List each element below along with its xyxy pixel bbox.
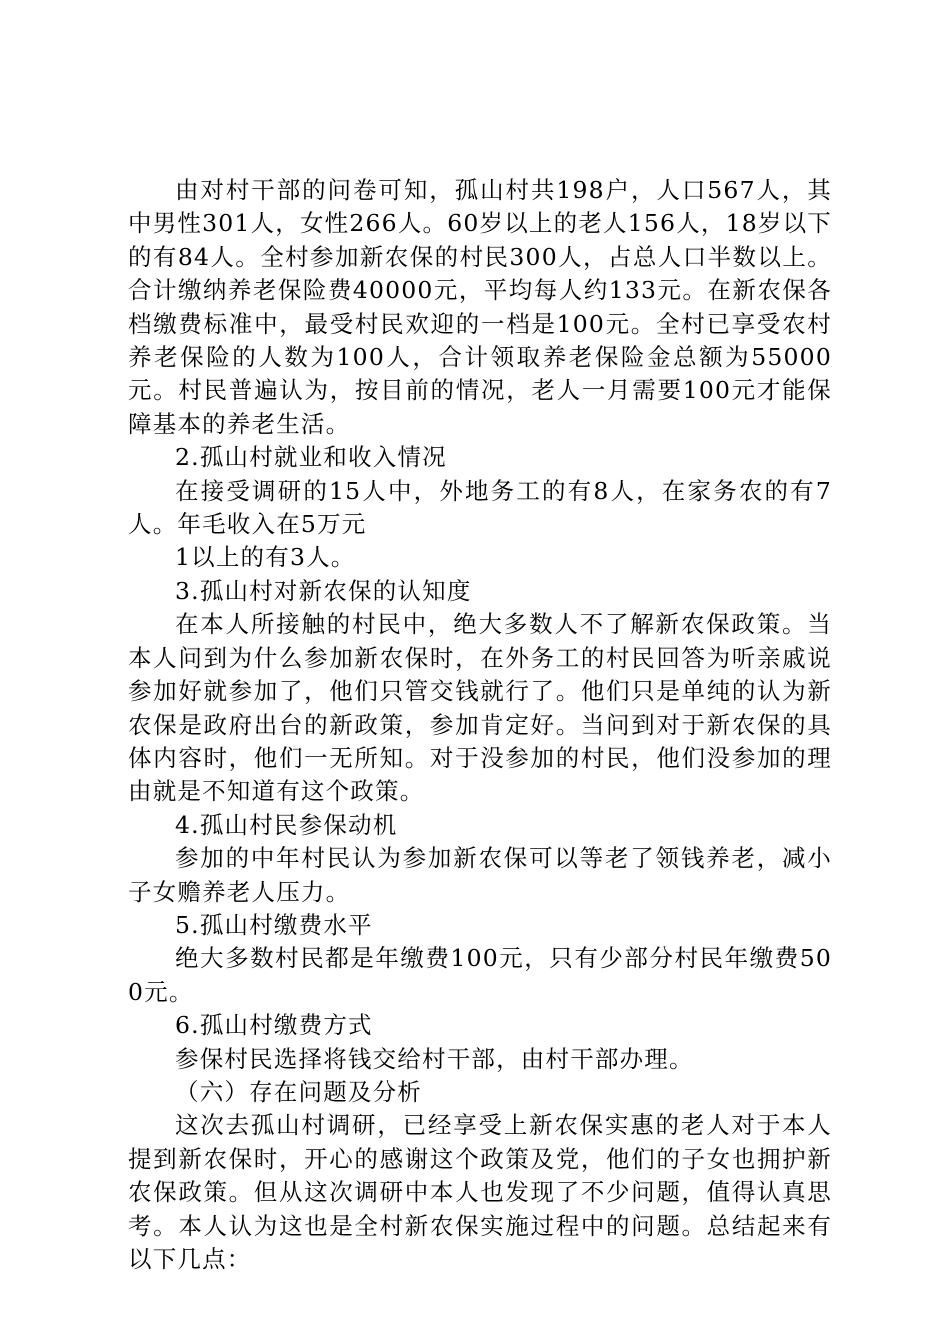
heading-employment-income: 2.孤山村就业和收入情况 (175, 443, 447, 472)
heading-payment-method: 6.孤山村缴费方式 (175, 1011, 373, 1040)
paragraph-payment-level: 绝大多数村民都是年缴费100元，只有少部分村民年缴费500元。 (128, 944, 832, 1006)
paragraph-problems-analysis: 这次去孤山村调研，已经享受上新农保实惠的老人对于本人提到新农保时，开心的感谢这个政策及党，他们的子女也拥护新农保政策。但从这次调研中本人也发现了不少问题，值得认真思考。本人认为这也是全村新农保实施过程中的问题。总结起来有以下几点： (128, 1111, 832, 1273)
heading-problems-analysis: （六）存在问题及分析 (175, 1077, 422, 1106)
paragraph-payment-method: 参保村民选择将钱交给村干部，由村干部办理。 (175, 1044, 694, 1073)
paragraph-motivation: 参加的中年村民认为参加新农保可以等老了领钱养老，减小子女赡养老人压力。 (128, 844, 832, 906)
paragraph-employment-income: 在接受调研的15人中，外地务工的有8人，在家务农的有7人。年毛收入在5万元 (128, 476, 832, 539)
heading-awareness: 3.孤山村对新农保的认知度 (175, 576, 472, 605)
document-body (128, 174, 832, 1276)
paragraph-income-continued: 1以上的有3人。 (175, 543, 356, 572)
paragraph-survey-summary: 由对村干部的问卷可知，孤山村共198户，人口567人，其中男性301人，女性266人。60岁以上的老人156人，18岁以下的有84人。全村参加新农保的村民300人，占总人口半数以上。合计缴纳养老保险费40000元，平均每人约133元。在新农保各档缴费标准中，最受村民欢迎的一档是100元。全村已享受农村养老保险的人数为100人，合计领取养老保险金总额为55000元。村民普遍认为，按目前的情况，老人一月需要100元才能保障基本的养老生活。 (128, 176, 832, 438)
heading-motivation: 4.孤山村民参保动机 (175, 810, 398, 839)
paragraph-awareness: 在本人所接触的村民中，绝大多数人不了解新农保政策。当本人问到为什么参加新农保时，在外务工的村民回答为听亲戚说参加好就参加了，他们只管交钱就行了。他们只是单纯的认为新农保是政府出台的新政策，参加肯定好。当问到对于新农保的具体内容时，他们一无所知。对于没参加的村民，他们没参加的理由就是不知道有这个政策。 (128, 610, 832, 806)
heading-payment-level: 5.孤山村缴费水平 (175, 910, 373, 939)
